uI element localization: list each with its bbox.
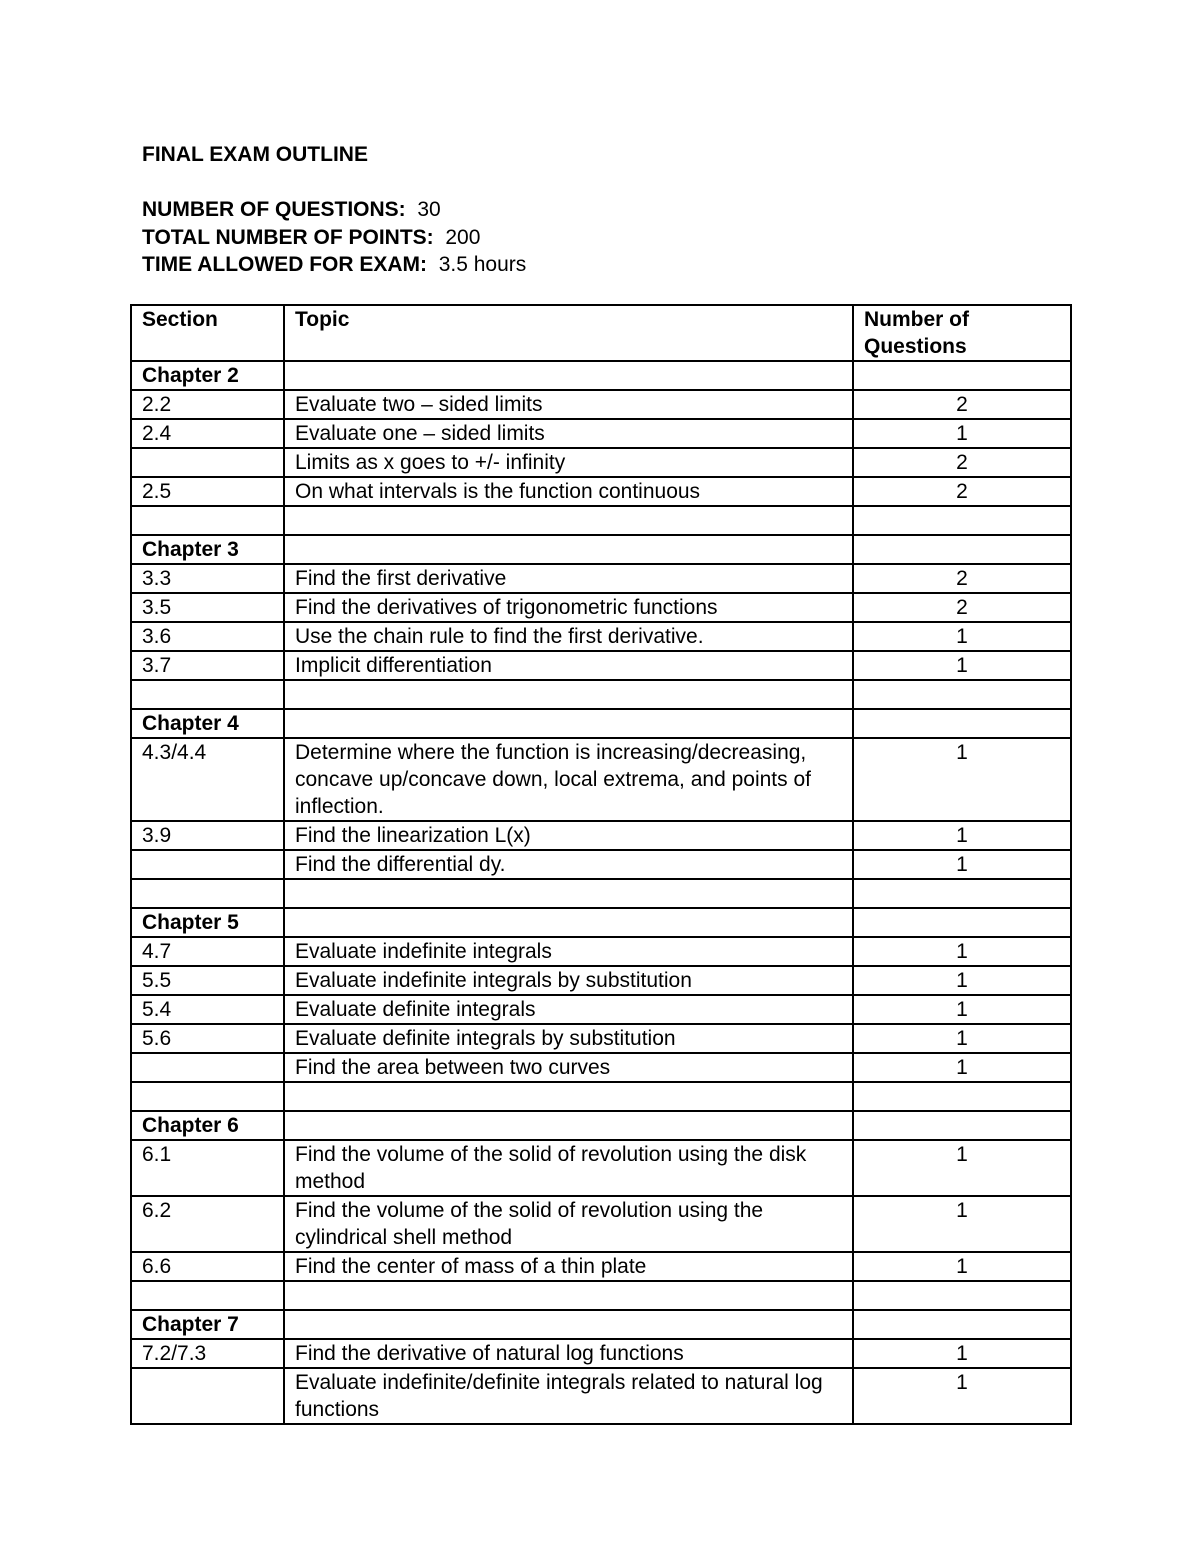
topic-cell: Find the first derivative	[284, 564, 853, 593]
topic-cell: Implicit differentiation	[284, 651, 853, 680]
table-row	[131, 506, 1071, 535]
topic-cell	[284, 680, 853, 709]
question-count-cell	[853, 709, 1071, 738]
section-cell	[131, 448, 284, 477]
table-row	[131, 821, 1071, 850]
section-cell: 3.7	[131, 651, 284, 680]
question-count-cell: 1	[853, 850, 1071, 879]
section-cell	[131, 1281, 284, 1310]
section-cell: 5.6	[131, 1024, 284, 1053]
section-cell	[131, 1368, 284, 1424]
topic-cell	[284, 1082, 853, 1111]
section-cell: 5.5	[131, 966, 284, 995]
topic-cell: Evaluate definite integrals	[284, 995, 853, 1024]
topic-cell	[284, 361, 853, 390]
table-row	[131, 448, 1071, 477]
topic-cell: Find the derivative of natural log functions	[284, 1339, 853, 1368]
table-header-row	[131, 305, 1071, 361]
question-count-cell: 1	[853, 1339, 1071, 1368]
section-cell: 3.3	[131, 564, 284, 593]
summary-label: TIME ALLOWED FOR EXAM:	[142, 253, 428, 276]
question-count-cell: 1	[853, 651, 1071, 680]
question-count-cell	[853, 908, 1071, 937]
summary-value: 3.5 hours	[438, 253, 527, 276]
table-row	[131, 1368, 1071, 1424]
section-cell	[131, 1082, 284, 1111]
question-count-cell	[853, 1310, 1071, 1339]
topic-cell	[284, 1281, 853, 1310]
section-cell: Chapter 5	[131, 908, 284, 937]
question-count-cell: 1	[853, 419, 1071, 448]
question-count-cell: 1	[853, 1024, 1071, 1053]
question-count-cell: 1	[853, 738, 1071, 821]
section-cell: 6.1	[131, 1140, 284, 1196]
section-cell	[131, 680, 284, 709]
topic-cell: Evaluate indefinite/definite integrals related to natural log functions	[284, 1368, 853, 1424]
chapter-row	[131, 361, 1071, 390]
topic-cell: Find the center of mass of a thin plate	[284, 1252, 853, 1281]
question-count-cell: 1	[853, 966, 1071, 995]
table-row	[131, 1024, 1071, 1053]
question-count-cell: 2	[853, 477, 1071, 506]
topic-cell	[284, 1111, 853, 1140]
table-row	[131, 1339, 1071, 1368]
topic-cell: Find the volume of the solid of revolution using the disk method	[284, 1140, 853, 1196]
topic-cell	[284, 535, 853, 564]
topic-cell: Evaluate one – sided limits	[284, 419, 853, 448]
document-title: FINAL EXAM OUTLINE	[142, 143, 368, 166]
question-count-cell	[853, 1082, 1071, 1111]
section-cell: 3.5	[131, 593, 284, 622]
question-count-cell	[853, 361, 1071, 390]
question-count-cell: 1	[853, 821, 1071, 850]
header-section: Section	[131, 305, 284, 361]
summary-value: 30	[417, 198, 441, 221]
table-row	[131, 477, 1071, 506]
question-count-cell	[853, 1281, 1071, 1310]
table-row	[131, 738, 1071, 821]
topic-cell: Use the chain rule to find the first derivative.	[284, 622, 853, 651]
table-row	[131, 593, 1071, 622]
summary-line	[142, 251, 526, 279]
question-count-cell	[853, 879, 1071, 908]
topic-cell: Evaluate indefinite integrals by substitution	[284, 966, 853, 995]
table-row	[131, 850, 1071, 879]
chapter-row	[131, 908, 1071, 937]
section-cell	[131, 1053, 284, 1082]
topic-cell: Evaluate indefinite integrals	[284, 937, 853, 966]
chapter-row	[131, 535, 1071, 564]
section-cell	[131, 506, 284, 535]
topic-cell: On what intervals is the function continuous	[284, 477, 853, 506]
question-count-cell: 2	[853, 448, 1071, 477]
question-count-cell: 1	[853, 622, 1071, 651]
table-row	[131, 564, 1071, 593]
section-cell	[131, 850, 284, 879]
question-count-cell	[853, 1111, 1071, 1140]
question-count-cell	[853, 680, 1071, 709]
question-count-cell	[853, 506, 1071, 535]
question-count-cell: 1	[853, 1053, 1071, 1082]
chapter-row	[131, 709, 1071, 738]
section-cell: 2.2	[131, 390, 284, 419]
summary-value: 200	[445, 225, 481, 249]
topic-cell: Find the differential dy.	[284, 850, 853, 879]
section-cell	[131, 879, 284, 908]
question-count-cell: 1	[853, 1252, 1071, 1281]
exam-outline-table	[130, 304, 1072, 1425]
summary-line	[142, 196, 526, 224]
question-count-cell	[853, 535, 1071, 564]
table-row	[131, 622, 1071, 651]
chapter-row	[131, 1111, 1071, 1140]
question-count-cell: 1	[853, 937, 1071, 966]
section-cell: Chapter 2	[131, 361, 284, 390]
question-count-cell: 2	[853, 390, 1071, 419]
question-count-cell: 1	[853, 1140, 1071, 1196]
header-number-of-questions: Number of Questions	[853, 305, 1071, 361]
topic-cell: Limits as x goes to +/- infinity	[284, 448, 853, 477]
question-count-cell: 1	[853, 1196, 1071, 1252]
section-cell: 3.6	[131, 622, 284, 651]
question-count-cell: 1	[853, 1368, 1071, 1424]
table-row	[131, 995, 1071, 1024]
topic-cell	[284, 506, 853, 535]
table-row	[131, 680, 1071, 709]
section-cell: 6.6	[131, 1252, 284, 1281]
table-row	[131, 1281, 1071, 1310]
topic-cell: Find the derivatives of trigonometric functions	[284, 593, 853, 622]
section-cell: 4.7	[131, 937, 284, 966]
topic-cell	[284, 709, 853, 738]
question-count-cell: 1	[853, 995, 1071, 1024]
summary-line	[142, 224, 526, 252]
table-row	[131, 419, 1071, 448]
summary-label: TOTAL NUMBER OF POINTS:	[142, 225, 434, 249]
question-count-cell: 2	[853, 564, 1071, 593]
topic-cell: Find the volume of the solid of revolution using the cylindrical shell method	[284, 1196, 853, 1252]
table-row	[131, 1140, 1071, 1196]
topic-cell: Evaluate definite integrals by substitution	[284, 1024, 853, 1053]
topic-cell: Evaluate two – sided limits	[284, 390, 853, 419]
section-cell: Chapter 7	[131, 1310, 284, 1339]
section-cell: 5.4	[131, 995, 284, 1024]
exam-summary	[142, 196, 526, 279]
topic-cell	[284, 908, 853, 937]
section-cell: 3.9	[131, 821, 284, 850]
table-row	[131, 1252, 1071, 1281]
header-topic: Topic	[284, 305, 853, 361]
chapter-row	[131, 1310, 1071, 1339]
section-cell: 2.4	[131, 419, 284, 448]
table-row	[131, 937, 1071, 966]
table-row	[131, 879, 1071, 908]
topic-cell: Determine where the function is increasing/decreasing, concave up/concave down, local extrema, and points of inflection.	[284, 738, 853, 821]
table-row	[131, 651, 1071, 680]
topic-cell	[284, 879, 853, 908]
question-count-cell: 2	[853, 593, 1071, 622]
table-row	[131, 966, 1071, 995]
table-row	[131, 1196, 1071, 1252]
section-cell: Chapter 6	[131, 1111, 284, 1140]
table-row	[131, 1082, 1071, 1111]
table-row	[131, 390, 1071, 419]
section-cell: 4.3/4.4	[131, 738, 284, 821]
topic-cell: Find the linearization L(x)	[284, 821, 853, 850]
topic-cell: Find the area between two curves	[284, 1053, 853, 1082]
section-cell: 2.5	[131, 477, 284, 506]
section-cell: 7.2/7.3	[131, 1339, 284, 1368]
topic-cell	[284, 1310, 853, 1339]
section-cell: Chapter 4	[131, 709, 284, 738]
summary-label: NUMBER OF QUESTIONS:	[142, 198, 406, 221]
section-cell: 6.2	[131, 1196, 284, 1252]
section-cell: Chapter 3	[131, 535, 284, 564]
table-row	[131, 1053, 1071, 1082]
